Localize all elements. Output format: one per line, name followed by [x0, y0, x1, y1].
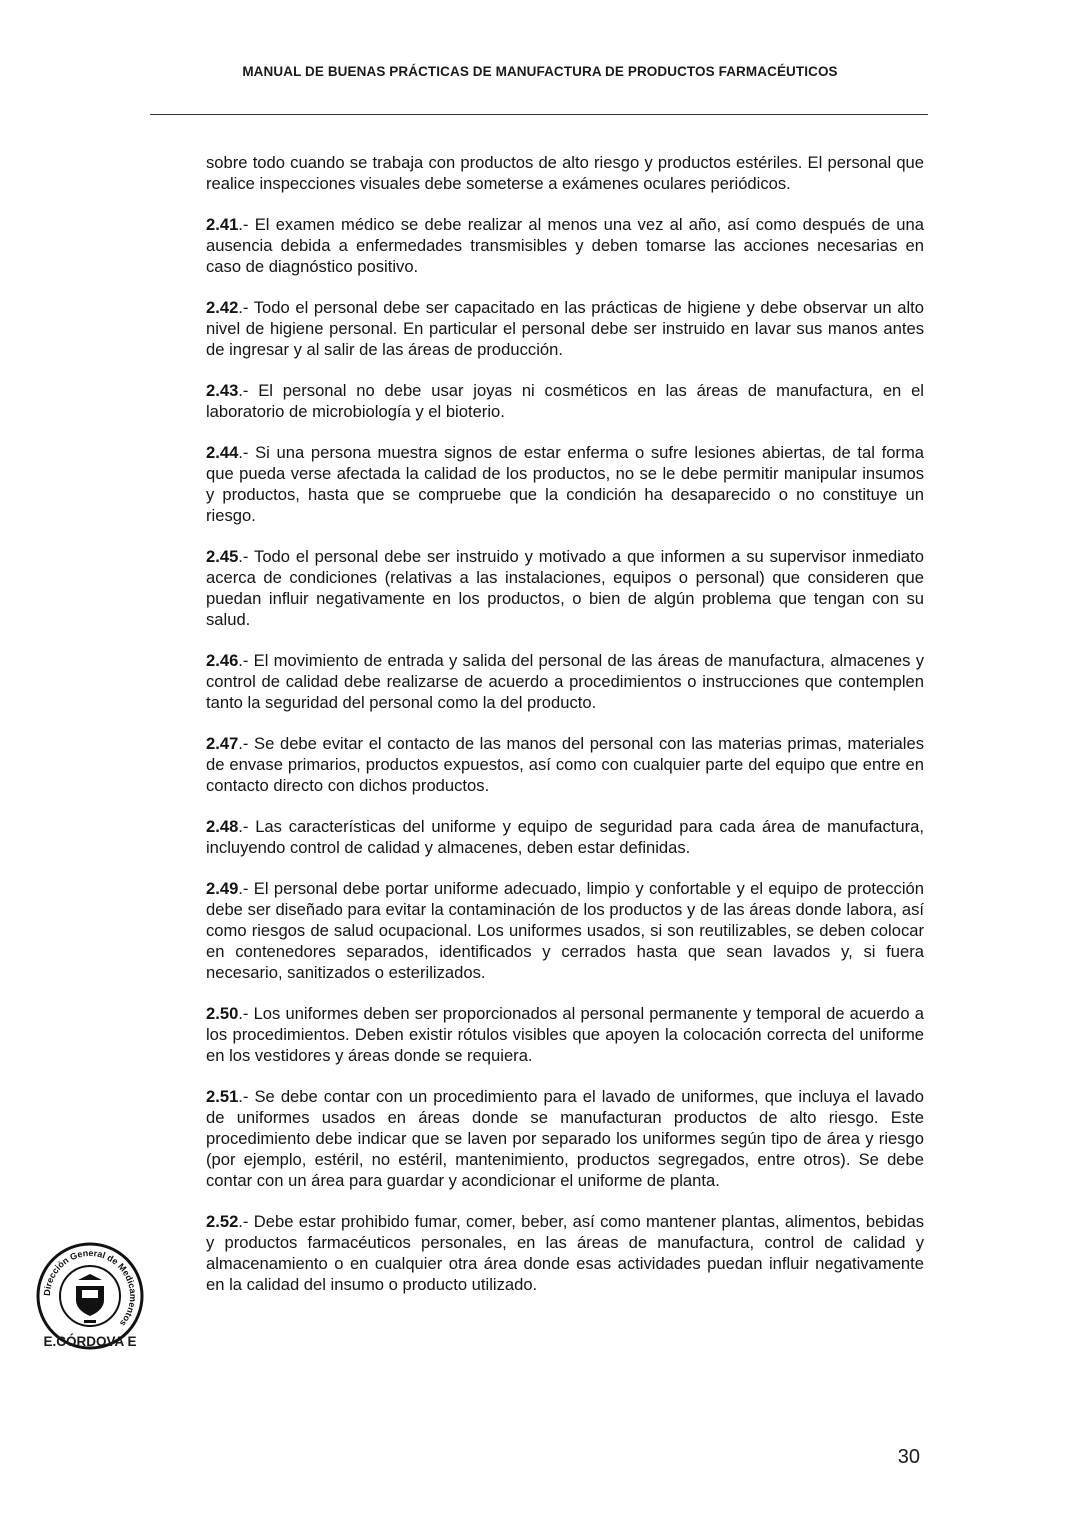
- section-number: 2.42: [206, 298, 239, 317]
- section-2-44: [206, 442, 924, 526]
- continuation-paragraph: [206, 152, 924, 194]
- seal-caption: E.CÓRDOVA E: [43, 1334, 137, 1349]
- section-2-45: [206, 546, 924, 630]
- section-number: 2.47: [206, 734, 239, 753]
- section-number: 2.43: [206, 381, 239, 400]
- section-number: 2.50: [206, 1004, 239, 1023]
- section-text: .- El examen médico se debe realizar al menos una vez al año, así como después de una ausencia debida a enfermedades transmisibles y deben tomarse las acciones necesarias en caso de diagnóstico positivo.: [206, 215, 924, 276]
- header-divider: [150, 114, 928, 115]
- page-number: 30: [897, 1446, 920, 1468]
- section-number: 2.52: [206, 1212, 239, 1231]
- section-2-42: [206, 297, 924, 360]
- section-2-51: [206, 1086, 924, 1191]
- section-2-49: [206, 878, 924, 983]
- section-2-50: [206, 1003, 924, 1066]
- section-text: .- Si una persona muestra signos de estar enferma o sufre lesiones abiertas, de tal forma que pueda verse afectada la calidad de los productos, no se le debe permitir manipular insumos y productos, hasta que se compruebe que la condición ha desaparecido o no constituye un riesgo.: [206, 443, 924, 525]
- section-2-41: [206, 214, 924, 277]
- section-number: 2.46: [206, 651, 239, 670]
- section-text: sobre todo cuando se trabaja con productos de alto riesgo y productos estériles. El personal que realice inspecciones visuales debe someterse a exámenes oculares periódicos.: [206, 153, 924, 193]
- manual-title: MANUAL DE BUENAS PRÁCTICAS DE MANUFACTURA DE PRODUCTOS FARMACÉUTICOS: [242, 64, 838, 79]
- section-number: 2.41: [206, 215, 239, 234]
- section-2-48: [206, 816, 924, 858]
- section-text: .- Los uniformes deben ser proporcionados al personal permanente y temporal de acuerdo a los procedimientos. Deben existir rótulos visibles que apoyen la colocación correcta del uniforme en los vestidores y áreas donde se requiera.: [206, 1004, 924, 1065]
- seal-ring-text: Dirección General de Medicamentos: [41, 1247, 139, 1329]
- section-text: .- El personal no debe usar joyas ni cosméticos en las áreas de manufactura, en el laboratorio de microbiología y el bioterio.: [206, 381, 924, 421]
- section-2-46: [206, 650, 924, 713]
- section-text: .- Todo el personal debe ser capacitado en las prácticas de higiene y debe observar un alto nivel de higiene personal. En particular el personal debe ser instruido en lavar sus manos antes de ingresar y al salir de las áreas de producción.: [206, 298, 924, 359]
- section-text: .- Todo el personal debe ser instruido y motivado a que informen a su supervisor inmediato acerca de condiciones (relativas a las instalaciones, equipos o personal) que consideren que puedan influir negativamente en los productos, o bien de algún problema que tengan con su salud.: [206, 547, 924, 629]
- section-number: 2.44: [206, 443, 239, 462]
- document-body: [206, 152, 924, 1315]
- section-number: 2.51: [206, 1087, 239, 1106]
- section-text: .- Se debe evitar el contacto de las manos del personal con las materias primas, materiales de envase primarios, productos expuestos, así como con cualquier parte del equipo que entre en contacto directo con dichos productos.: [206, 734, 924, 795]
- section-text: .- Debe estar prohibido fumar, comer, beber, así como mantener plantas, alimentos, bebidas y productos farmacéuticos personales, en las áreas de manufactura, control de calidad y almacenamiento o en cualquier otra área donde esas actividades puedan influir negativamente en la calidad del insumo o producto utilizado.: [206, 1212, 924, 1294]
- section-text: .- El personal debe portar uniforme adecuado, limpio y confortable y el equipo de protección debe ser diseñado para evitar la contaminación de los productos y de las áreas donde labora, así como riesgos de salud ocupacional. Los uniformes usados, si son reutilizables, se deben colocar en contenedores separados, identificados y cerrados hasta que sean lavados y, si fuera necesario, sanitizados o esterilizados.: [206, 879, 924, 982]
- section-number: 2.45: [206, 547, 239, 566]
- section-text: .- Las características del uniforme y equipo de seguridad para cada área de manufactura, incluyendo control de calidad y almacenes, deben estar definidas.: [206, 817, 924, 857]
- section-2-47: [206, 733, 924, 796]
- section-2-43: [206, 380, 924, 422]
- section-text: .- El movimiento de entrada y salida del personal de las áreas de manufactura, almacenes y control de calidad debe realizarse de acuerdo a procedimientos o instrucciones que contemplen tanto la seguridad del personal como la del producto.: [206, 651, 924, 712]
- section-text: .- Se debe contar con un procedimiento para el lavado de uniformes, que incluya el lavado de uniformes usados en áreas donde se manufacturan productos de alto riesgo. Este procedimiento debe indicar que se laven por separado los uniformes según tipo de área y riesgo (por ejemplo, estéril, no estéril, mantenimiento, productos segregados, entre otros). Se debe contar con un área para guardar y acondicionar el uniforme de planta.: [206, 1087, 924, 1190]
- section-number: 2.48: [206, 817, 239, 836]
- document-header: [0, 64, 1080, 79]
- section-number: 2.49: [206, 879, 239, 898]
- section-2-52: [206, 1211, 924, 1295]
